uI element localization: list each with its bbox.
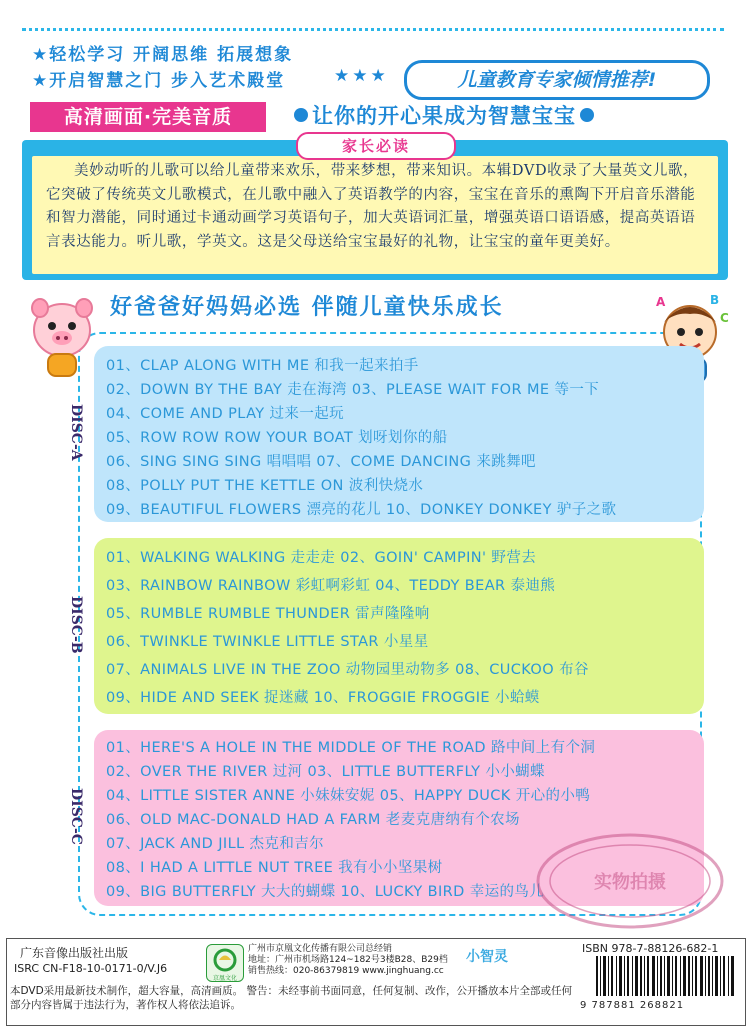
top-dotted-border [22, 28, 724, 35]
track-item: 06、TWINKLE TWINKLE LITTLE STAR 小星星 [106, 634, 429, 650]
svg-text:B: B [710, 293, 720, 307]
smart-baby-slogan-text: 让你的开心果成为智慧宝宝 [312, 104, 576, 128]
jinghuang-logo-text: 京凰文化 [212, 975, 237, 982]
copyright-notice: 本DVD采用最新技术制作，超大容量，高清画质。 警告：未经事前书面同意，任何复制、改作，公开播放本片全部或任何部分内容皆属于违法行为，著作权人将依法追诉。 [10, 985, 573, 1011]
parents-note-text: 美妙动听的儿歌可以给儿童带来欢乐，带来梦想，带来知识。本辑DVD收录了大量英文儿歌，它突破了传统英文儿歌模式，在儿歌中融入了英语教学的内容，宝宝在音乐的熏陶下开启音乐潜能和智力潜能，同时通过卡通动画学习英语句子，加大英语词汇量，增强英语口语语感，提高英语语言表达能力。听儿歌，学英文。这是父母送给宝宝最好的礼物，让宝宝的童年更美好。 [46, 163, 699, 250]
distributor-hotline: 销售热线：020-86379819 www.jinghuang.cc [248, 966, 444, 976]
track-item: 01、WALKING WALKING 走走走 02、GOIN' CAMPIN' 野营去 [106, 550, 537, 566]
disc-c-label-text: DISC-C [68, 788, 84, 845]
track-item: 07、JACK AND JILL 杰克和吉尔 [106, 836, 325, 852]
isbn-text: ISBN 978-7-88126-682-1 [582, 942, 719, 955]
pig-mascot-icon [24, 296, 102, 382]
disc-a-label-text: DISC-A [68, 404, 84, 461]
track-item: 02、DOWN BY THE BAY 走在海湾 03、PLEASE WAIT FOR ME 等一下 [106, 382, 600, 398]
track-item: 08、POLLY PUT THE KETTLE ON 波利快烧水 [106, 478, 424, 494]
distributor-name: 广州市京凰文化传播有限公司总经销 [248, 944, 393, 954]
good-parents-slogan: 好爸爸好妈妈必选 伴随儿童快乐成长 [110, 295, 504, 320]
hd-quality-banner: 高清画面·完美音质 [30, 102, 266, 132]
disc-a-label [64, 404, 88, 465]
disc-b-panel [68, 538, 704, 714]
track-item: 07、ANIMALS LIVE IN THE ZOO 动物园里动物多 08、CUCKOO 布谷 [106, 662, 589, 678]
svg-text:A: A [656, 295, 666, 309]
stars-decoration: ★★★ [334, 66, 389, 86]
barcode-icon [592, 940, 738, 998]
track-item: 01、HERE'S A HOLE IN THE MIDDLE OF THE ROAD 路中间上有个洞 [106, 740, 596, 756]
distributor-info [248, 944, 448, 977]
track-item: 09、BIG BUTTERFLY 大大的蝴蝶 10、LUCKY BIRD 幸运的鸟儿 [106, 884, 545, 900]
track-item: 06、SING SING SING 唱唱唱 07、COME DANCING 来跳舞吧 [106, 454, 536, 470]
watermark-text: 实物拍摄 [594, 872, 666, 893]
bullet-dot-icon [294, 108, 308, 122]
track-item: 09、BEAUTIFUL FLOWERS 漂亮的花儿 10、DONKEY DONKEY 驴子之歌 [106, 502, 617, 518]
header-line-2: ★开启智慧之门 步入艺术殿堂 [32, 71, 286, 91]
bullet-dot-icon [580, 108, 594, 122]
track-item: 09、HIDE AND SEEK 捉迷藏 10、FROGGIE FROGGIE 小蛤蟆 [106, 690, 540, 706]
track-item: 08、I HAD A LITTLE NUT TREE 我有小小坚果树 [106, 860, 443, 876]
distributor-address: 地址：广州市机场路124~182号3楼B28、B29档 [248, 955, 448, 965]
track-item: 01、CLAP ALONG WITH ME 和我一起来拍手 [106, 358, 419, 374]
parents-must-read-tag: 家长必读 [296, 132, 456, 160]
expert-recommend-badge: 儿童教育专家倾情推荐! [404, 60, 710, 100]
track-item: 03、RAINBOW RAINBOW 彩虹啊彩虹 04、TEDDY BEAR 泰迪熊 [106, 578, 556, 594]
track-item: 06、OLD MAC-DONALD HAD A FARM 老麦克唐纳有个农场 [106, 812, 520, 828]
header-line-1: ★轻松学习 开阔思维 拓展想象 [32, 45, 294, 65]
track-item: 04、LITTLE SISTER ANNE 小妹妹安妮 05、HAPPY DUCK 开心的小鸭 [106, 788, 591, 804]
disc-c-label [64, 788, 88, 849]
watermark-stamp [530, 826, 730, 936]
disc-b-label-text: DISC-B [68, 596, 84, 654]
track-item: 05、RUMBLE RUMBLE THUNDER 雷声隆隆响 [106, 606, 430, 622]
isrc-code: ISRC CN-F18-10-0171-0/V.J6 [14, 962, 168, 975]
brand-logo: 小智灵 [466, 949, 508, 965]
disc-b-label [64, 596, 88, 658]
svg-text:C: C [720, 311, 729, 325]
track-item: 04、COME AND PLAY 过来一起玩 [106, 406, 345, 422]
disc-a-panel [68, 346, 704, 522]
barcode-digits: 9 787881 268821 [580, 1000, 685, 1011]
smart-baby-slogan [290, 100, 598, 130]
publisher-text: 广东音像出版社出版 [20, 946, 129, 960]
track-item: 05、ROW ROW ROW YOUR BOAT 划呀划你的船 [106, 430, 448, 446]
track-item: 02、OVER THE RIVER 过河 03、LITTLE BUTTERFLY 小小蝴蝶 [106, 764, 545, 780]
